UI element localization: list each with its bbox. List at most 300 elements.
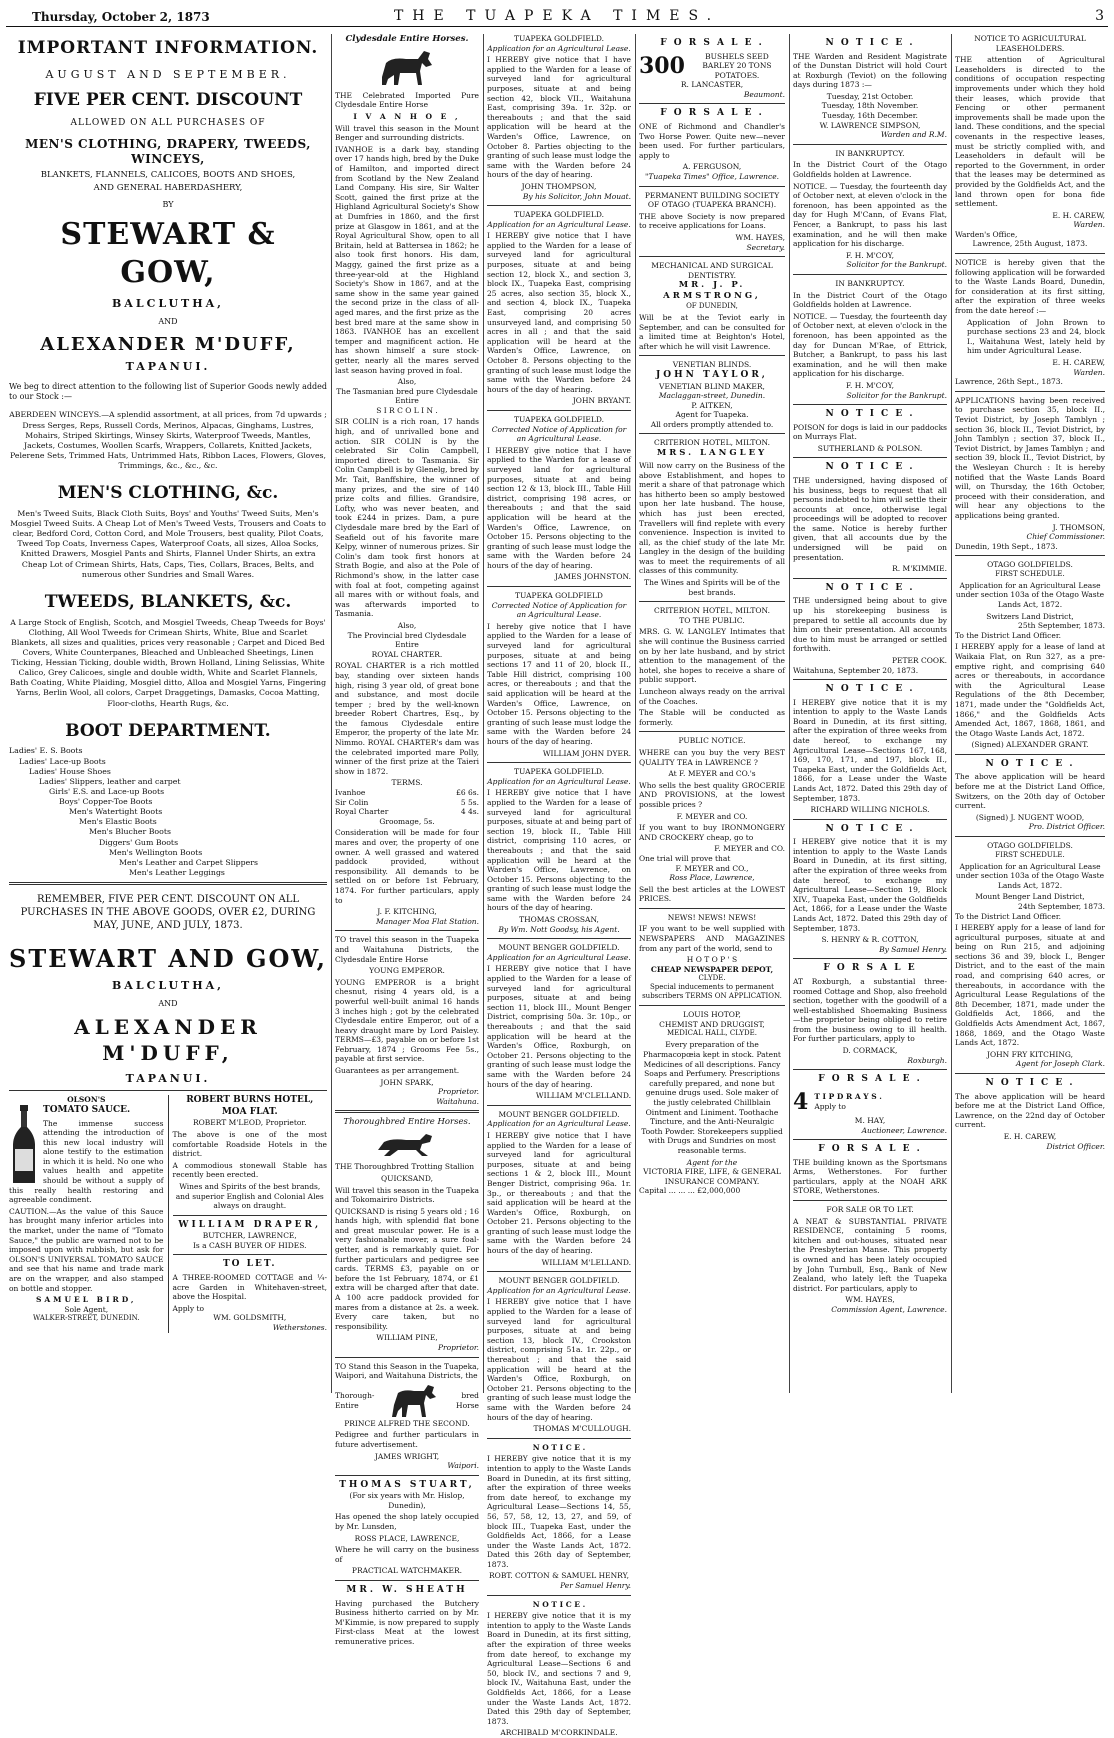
blinds-head: VENETIAN BLINDS. (672, 360, 752, 370)
tamblyn-notice-title: Chief Commissioner. (1026, 532, 1105, 542)
wright-name: JAMES WRIGHT, (374, 1451, 440, 1461)
notice-5-body: I HEREBY give notice that it is my intention to apply to the Waste Lands Board in Dunedin, at its first sitting, after the expiration of three weeks from date hereof, to exchange my Agricultural Lease—Sections 167, 168, 169, 170, 171, and 197, block II., Tuapeka East, under the Goldfields Act, 1866, for a Lease under the Waste Lands Act, 1872. Dated this 29th day of September, 1873. (793, 697, 947, 803)
issue-date: Thursday, October 2, 1873 (32, 10, 210, 24)
boot-item: Men's Blucher Boots (89, 827, 171, 837)
notice-1-date: Tuesday, 21st October. (826, 91, 914, 101)
victoria-name: VICTORIA FIRE, LIFE, & GENERAL INSURANCE COMPANY. (643, 1167, 781, 1186)
column-1 (6, 34, 330, 1393)
blinds-name: JOHN TAYLOR, (656, 369, 768, 380)
notice-1-body: THE Warden and Resident Magistrate of the Dunstan District will hold Court at Roxburgh (Teviot) on the following days during 1873 :— (793, 51, 947, 90)
notice-head: TUAPEKA GOLDFIELD. (513, 210, 604, 220)
notice-body: I HEREBY give notice that I have applied to the Warden for a lease of surveyed land for agricultural purposes, situate at and being section 12 & 13, block III., Table Hill district, comprising 198 acres, or thereabouts ; and that the said application will be heard at the Warden's Office, Lawrence, on October 15. Persons objecting to the granting of such lease must lodge the same with the Warden before 24 hours of the day of hearing. (487, 445, 631, 570)
ivanhoe-travel: Will travel this season in the Mount Benger and surrounding districts. (335, 123, 479, 143)
sheath-head: MR. W. SHEATH (346, 1585, 468, 1596)
sale-b-apply: Apply to (814, 1101, 846, 1111)
quicksand-intro: THE Thoroughbred Trotting Stallion (335, 1162, 475, 1172)
alfred-left-1: Thorough- (335, 1391, 375, 1401)
notice-head: TUAPEKA GOLDFIELD (515, 591, 603, 601)
olson-head: OLSON'S (67, 1095, 106, 1105)
newspaper-title: THE TUAPEKA TIMES. (393, 8, 721, 24)
boot-item: Men's Elastic Boots (79, 817, 157, 827)
otago-2-notice-head: N O T I C E . (985, 1078, 1075, 1089)
notice-sign: JOHN THOMPSON, (521, 181, 597, 191)
sale-2-office: "Tuapeka Times" Office, Lawrence. (644, 171, 780, 181)
boot-item: Ladies' E. S. Boots (9, 746, 83, 756)
notice (487, 943, 631, 1106)
notice-body: I hereby give notice that I have applied to the Warden for a lease of surveyed land for agricultural purposes, situate at and being sections 17 and 11 of 20, block II., Table Hill district, comprising 100 acres, or thereabouts ; and that the said application will be heard at the Warden's Office, Lawrence, on October 15. Persons objecting to the granting of such lease must lodge the same with the Warden before 24 hours of the day of hearing. (487, 621, 631, 746)
bankruptcy-1-body: NOTICE. — Tuesday, the fourteenth day of October next, at eleven o'clock in the forenoon, has been appointed as the day for Hugh M'Cann, of Evans Flat, Fencer, a Bankrupt, to pass his last examination, and he will then make application for his discharge. (793, 181, 947, 249)
tolet-head: TO LET. (222, 1259, 277, 1270)
otago-1-to: To the District Land Officer. (955, 630, 1061, 640)
blinds-agent: P. AITKEN, (691, 400, 733, 410)
notice (487, 1443, 631, 1596)
meyer-1: At F. MEYER and CO.'s (668, 769, 756, 779)
public-head: TO THE PUBLIC. (679, 615, 745, 625)
sale-a-name: D. CORMACK, (842, 1046, 898, 1056)
notice (487, 1600, 631, 1738)
ad-by: BY (162, 199, 174, 209)
bankruptcy-1-name: F. H. M'COY, (845, 250, 895, 260)
terms-horse: Sir Colin (335, 797, 369, 807)
notice-1-date: Tuesday, 18th November. (821, 101, 919, 111)
spark-place: Waitahuna. (436, 1096, 479, 1106)
notice-body: I HEREBY give notice that it is my intention to apply to the Waste Lands Board in Dunedin, at its first sitting, after the expiration of three weeks from date hereof, to exchange my Agricultural Lease—Sections 14, 55, 56, 57, 58, 12, 13, 27, and 59, of block III., Tuapeka East, under the Goldfields Act, 1866, for a Lease under the Waste Lands Act, 1872. Dated this 26th day of September, 1873. (487, 1454, 631, 1569)
blinds-address: Maclaggan-street, Dunedin. (658, 391, 766, 401)
chemist-body: Every preparation of the Pharmacopœia kept in stock. Patent Medicines of all descriptions. Fancy Soaps and Perfumery. Prescriptions carefully prepared, and none but genuine drugs used. Sole maker of the justly celebrated Chillblain Ointment and Liniment. Toothache Tincture, and the Anti-Neuralgic Tooth Powder. Storekeepers supplied with Drugs and Sundries on most reasonable terms. (641, 1040, 783, 1155)
notice-sign-2: By his Solicitor, John Mouat. (522, 191, 631, 201)
boot-item: Ladies' House Shoes (29, 766, 111, 776)
otago-1-date: 25th September, 1873. (1018, 621, 1105, 631)
victoria-capital: Capital ... ... ... £2,000,000 (639, 1186, 741, 1196)
firm-name-4: ALEXANDER M'DUFF, (74, 1015, 262, 1065)
lease-notice-head: NOTICE TO AGRICULTURAL LEASEHOLDERS. (974, 34, 1086, 53)
otago-1-schedule: FIRST SCHEDULE. (995, 569, 1065, 578)
terms-fee: 5 5s. (460, 797, 479, 807)
boot-item: Ladies' Lace-up Boots (19, 756, 106, 766)
notice (487, 767, 631, 939)
sale-2-body: ONE of Richmond and Chandler's Two Horse Power. Quite new—never been used. For further particulars, apply to (639, 122, 785, 160)
meyer-4: F. MEYER and CO., (675, 863, 749, 873)
brown-notice-app: Application of John Brown to purchase sections 23 and 24, block I., Waitahuna West, lately held by him under Agricultural Lease. (967, 317, 1105, 356)
firm-place-2: TAPANUI. (125, 359, 211, 373)
stuart-address: ROSS PLACE, LAWRENCE, (354, 1533, 460, 1543)
tamblyn-notice-name: J. THOMSON, (1052, 522, 1105, 532)
notice-head: TUAPEKA GOLDFIELD. (513, 414, 604, 424)
terms-fee: £6 6s. (456, 788, 479, 798)
otago-2-schedule: FIRST SCHEDULE. (995, 850, 1065, 859)
bankruptcy-2-head: IN BANKRUPTCY. (835, 278, 905, 288)
blinds-trade: VENETIAN BLIND MAKER, (659, 381, 765, 391)
ad-allowed: ALLOWED ON ALL PURCHASES OF (70, 117, 266, 128)
colin-name: S I R C O L I N . (376, 405, 438, 415)
notice-sub: Application for an Agricultural Lease. (487, 43, 631, 53)
robert-wines: Wines and Spirits of the best brands, and superior English and Colonial Ales always on draught. (175, 1181, 324, 1211)
chemist-name: LOUIS HOTOP, (683, 1010, 741, 1020)
mens-clothing-heading: MEN'S CLOTHING, &c. (57, 483, 279, 504)
quicksand-body: QUICKSAND is rising 5 years old ; 16 hands high, with splendid flat bone and great muscular power. He is a very fashionable mover, a sure foal-getter, and is remarkably quiet. For further particulars and pedigree see cards. TERMS £3, payable on or before the 1st February, 1874, or £1 extra will be charged after that date. A 100 acre paddock provided for mares from a distance at 2s. a week. Every care taken, but no responsibility. (335, 1206, 479, 1331)
dentist-name: MR. J. P. ARMSTRONG, (663, 280, 761, 302)
sale-d-name: WM. HAYES, (845, 1295, 895, 1305)
meyer-sell: Sell the best articles at the LOWEST PRICES. (639, 884, 785, 904)
otago-2-name: JOHN FRY KITCHING, (986, 1049, 1074, 1059)
olson-agent: Sole Agent, (64, 1304, 109, 1314)
notice-4-body: THE undersigned being about to give up his storekeeping business is prepared to settle all accounts due by him on their presentation. All accounts due to him must be arranged or settled forthwith. (793, 596, 947, 654)
firm-place-3: BALCLUTHA, (112, 978, 224, 992)
ad-goods-3: AND GENERAL HABERDASHERY, (93, 182, 243, 193)
emperor-name: YOUNG EMPEROR. (369, 966, 445, 976)
lease-notice-body: THE attention of Agricultural Leaseholders is directed to the conditions of occupation respecting improvements under which they hold their leases, which provide that Fencing or other permanent improvements shall be made upon the land. These conditions, and the special covenants in the respective leases, must be strictly complied with, and Leaseholders in default will be reported to the Government, in order that the leases may be determined as provided by the Goldfields Act, and the land thrown open for bona fide settlement. (955, 55, 1105, 209)
draper-body: Is a CASH BUYER OF HIDES. (192, 1240, 307, 1250)
stuart-body: Has opened the shop lately occupied by Mr. Lunsden, (335, 1512, 479, 1532)
charter-intro: The Provincial bred Clydesdale Entire (347, 630, 467, 650)
lease-notice-title: Warden. (1073, 220, 1105, 230)
notice-4-head: N O T I C E . (825, 582, 915, 593)
pine-title: Proprietor. (437, 1343, 479, 1352)
ad-and: AND (158, 316, 178, 326)
wright-place: Waipori. (447, 1461, 479, 1471)
notice-1-title: Warden and R.M. (880, 130, 947, 140)
otago-1-notice-head: N O T I C E . (985, 758, 1075, 769)
sale-1-place: Beaumont. (743, 89, 785, 99)
otago-1-notice-body: The above application will be heard before me at the District Land Office, Switzers, on the 20th day of October current. (955, 772, 1105, 811)
sale-2-name: A. FERGUSON, (682, 162, 742, 172)
news-name: H O T O P ' S (686, 955, 738, 965)
chemist-trade: CHEMIST AND DRUGGIST, (659, 1019, 765, 1029)
consideration: Consideration will be made for four mares and over, the property of one owner. A well grassed and watered paddock provided, without responsibility. All demands to be settled on or before 1st February, 1874. For further particulars, apply to (335, 828, 479, 905)
chemist-address: MEDICAL HALL, CLYDE. (667, 1029, 757, 1038)
terms-table (335, 788, 479, 817)
otago-2-agent: Agent for Joseph Clark. (1015, 1059, 1105, 1069)
olson-caution: CAUTION.—As the value of this Sauce has brought many inferior articles into the market, under the name of "Tomato Sauce," the public are warned not to be imposed upon with rubbish, but ask for OLSON'S UNIVERSAL TOMATO SAUCE and see that his name and trade mark are on the wrapper, and also stamped on bottle and stopper. (9, 1206, 164, 1293)
olson-title: TOMATO SAUCE. (43, 1104, 131, 1115)
notice-sub: Corrected Notice of Application for an Agricultural Lease. (491, 600, 627, 620)
otago-1-signed: (Signed) ALEXANDER GRANT. (971, 740, 1089, 750)
news-body: IF you want to be well supplied with NEWSPAPERS AND MAGAZINES from any part of the world, send to (639, 924, 785, 953)
horse-icon (372, 49, 442, 87)
stuart-trade: PRACTICAL WATCHMAKER. (351, 1566, 463, 1576)
notice-sign: THOMAS M'CULLOUGH. (533, 1424, 631, 1434)
notice-sign: WILLIAM M'CLELLAND. (535, 1091, 631, 1101)
terms-row (335, 788, 479, 798)
alfred-left-text (335, 1391, 374, 1410)
notice (487, 591, 631, 763)
column-4 (636, 34, 788, 1393)
bankruptcy-2-name: F. H. M'COY, (845, 380, 895, 390)
also-1: Also, (397, 377, 417, 387)
news-place: CLYDE. (698, 974, 726, 983)
notice-sign: ARCHIBALD M'CORKINDALE. (500, 1728, 618, 1738)
notice-5-name: RICHARD WILLING NICHOLS. (810, 805, 930, 815)
groomage: Groomage, 5s. (379, 816, 435, 826)
notice-sub: Application for an Agricultural Lease. (487, 219, 631, 229)
column-6 (952, 34, 1108, 1393)
bankruptcy-1-title: Solicitor for the Bankrupt. (846, 260, 947, 270)
firm-name: STEWART & GOW, (60, 216, 276, 291)
sale-b-number: 4 (793, 1088, 809, 1115)
olson-address: WALKER-STREET, DUNEDIN. (32, 1314, 140, 1323)
robert-prop: ROBERT M'LEOD, Proprietor. (192, 1118, 307, 1128)
otago-2-notice-body: The above application will be heard before me at the District Land Office, Lawrence, on the 22nd day of October current. (955, 1091, 1105, 1130)
charter-name: ROYAL CHARTER. (371, 649, 443, 659)
meyer-body: Who sells the best quality GROCERIE AND PROVISIONS, at the lowest possible prices ? (639, 780, 785, 809)
tamblyn-notice-date: Dunedin, 19th Sept., 1873. (955, 541, 1058, 551)
notice-head: MOUNT BENGER GOLDFIELD. (498, 1109, 620, 1119)
thoroughbred-heading: Thoroughbred Entire Horses. (343, 1117, 471, 1128)
bankruptcy-1-sub: In the District Court of the Otago Goldfields holden at Lawrence. (793, 160, 947, 180)
criterion-2-head: CRITERION HOTEL, MILTON. (653, 606, 771, 616)
notice-4-date: Waitahuna, September 20, 1873. (793, 665, 919, 675)
otago-1-notice-title: Pro. District Officer. (1028, 822, 1105, 832)
robert-head: ROBERT BURNS HOTEL, MOA FLAT. (186, 1095, 314, 1117)
quicksand-name: QUICKSAND, (380, 1173, 434, 1183)
sale-c-head: F O R S A L E . (818, 1144, 922, 1155)
remember-text: REMEMBER, FIVE PER CENT. DISCOUNT ON ALL PURCHASES IN THE ABOVE GOODS, OVER £2, DURING MAY, JUNE, AND JULY, 1873. (20, 894, 316, 932)
brown-notice-title: Warden. (1073, 367, 1105, 377)
sheath-body: Having purchased the Butchery Business hitherto carried on by Mr. M'Kimmie, is now prepared to supply First-class Meat at the lowest remunerative prices. (335, 1598, 479, 1646)
tolet-name: WM. GOLDSMITH, (213, 1313, 287, 1323)
robert-body: The above is one of the most comfortable Roadside Hotels in the district. (172, 1130, 327, 1159)
notice-sub: Application for an Agricultural Lease. (487, 1285, 631, 1295)
boot-item: Men's Leather and Carpet Slippers (119, 857, 259, 867)
sale-b-head: F O R S A L E . (818, 1074, 922, 1085)
tweeds-heading: TWEEDS, BLANKETS, &c. (44, 591, 292, 612)
notice-body: I HEREBY give notice that I have applied to the Warden for a lease of surveyed land for agricultural purposes, situate at and being section 13, block IV., Crookston district, comprising 51a. 1r. 22p., or thereabout ; and that the said application will be heard at the Warden's Office, Roxburgh, on October 21. Persons objecting to the granting of such lease must lodge the same with the Warden before 24 hours of the day of hearing. (487, 1297, 631, 1422)
sale-1-number: 300 (639, 52, 685, 79)
firm-name-2: ALEXANDER M'DUFF, (40, 333, 296, 355)
notice-1-date: Tuesday, 16th December. (822, 111, 918, 121)
pine-name: WILLIAM PINE, (376, 1333, 438, 1343)
sale-a-head: F O R S A L E (823, 963, 917, 974)
notice-2-head: N O T I C E . (825, 409, 915, 420)
otago-2-body: I HEREBY apply for a lease of land for agricultural purposes, situate at and being on Run 215, and adjoining sections 36 and 39, block I., Benger District, and to the east of the main road, and comprising 640 acres, or thereabouts, in accordance with the Agricultural Lease Regulations of the 8th December, 1871, made under the Goldfields Act, 1866, and the Goldfields Acts Amendment Act, 1867, 1868, 1869, and the Otago Waste Lands Act, 1872. (955, 923, 1105, 1048)
column-5 (790, 34, 950, 1393)
notice-1-name: W. LAWRENCE SIMPSON, (819, 120, 921, 130)
criterion-head: CRITERION HOTEL, MILTON. (653, 438, 771, 448)
notice-body: I HEREBY give notice that I have applied to the Warden for a lease of surveyed land for agricultural purposes, situate at and being part of section 19, block II., Table Hill district, comprising 110 acres, or thereabouts ; and that the said application will be heard at the Warden's Office, Lawrence, on October 15. Persons objecting to the granting of such lease must lodge the same with the Warden before 24 hours of the day of hearing. (487, 788, 631, 913)
notice (487, 1110, 631, 1273)
meyer-iron: If you want to buy IRONMONGERY AND CROCKERY cheap, go to (639, 823, 785, 842)
sale-1-row (639, 52, 785, 81)
colin-body: SIR COLIN is a rich roan, 17 hands high, and of unrivalled bone and action. SIR COLIN is by the celebrated Sir Colin Campbell, imported direct to Tasmania. Sir Colin Campbell is by Glenelg, bred by Mr. Tait, Banffshire, the winner of many prizes, and the sire of 140 prize colts and fillies. Grandsire, Lofty, who was never beaten, and took £244 in prizes. Dam, a pure Clydesdale mare bred by the Earl of Seafield out of his favorite mare Kelpy, winner of numerous prizes. Sir Colin's dam took first honors at Strath Bogie, and also at the Pole of Richmond's show, in the latter case with foal at foot, competing against all mares with or without foals, and was afterwards imported to Tasmania. (335, 417, 479, 619)
boot-item: Diggers' Gum Boots (99, 837, 179, 847)
otago-1-head: OTAGO GOLDFIELDS. (987, 560, 1073, 570)
lease-notice-office: Warden's Office, (955, 229, 1018, 239)
alfred-body: Pedigree and further particulars in future advertisement. (335, 1430, 479, 1449)
mens-clothing-text: Men's Tweed Suits, Black Cloth Suits, Boys' and Youths' Tweed Suits, Men's Mosgiel Tweed Suits. A Cheap Lot of Men's Tweed Vests, Trousers and Coats to clear, Bedford Cord, Cotton Cord, and Mole Trousers, best quality, Pilot Coats, Tweed Top Coats, Inverness Capes, Waterproof Coats, all sizes, Alloa Socks, Knitted Drawers, Mosgiel Pants and Shirts, Flannel Under Shirts, an extra Cheap Lot of Crimean Shirts, Hats, Caps, Ties, Collars, Braces, Belts, and numerous other Sundries and Small Wares. (10, 508, 326, 579)
notice-sign: JOHN BRYANT. (572, 396, 631, 406)
terms-horse: Royal Charter (335, 807, 389, 817)
kitching-title: Manager Moa Flat Station. (376, 916, 479, 926)
notice-head: N O T I C E . (532, 1442, 586, 1452)
sale-b-row (793, 1088, 947, 1116)
stuart-head: THOMAS STUART, (339, 1479, 475, 1490)
emperor-guarantee: Guarantees as per arrangement. (335, 1066, 460, 1076)
right-ads (168, 1095, 328, 1332)
horses-heading: Clydesdale Entire Horses. (345, 34, 469, 44)
otago-2-notice-title: District Officer. (1046, 1141, 1105, 1151)
terms-fee: 4 4s. (460, 807, 479, 817)
tolet-place: Wetherstones. (272, 1322, 327, 1332)
ivanhoe-name: I V A N H O E , (353, 112, 461, 122)
sale-b-body: T I P D R A Y S . (814, 1092, 882, 1102)
building-name: WM. HAYES, (735, 232, 785, 242)
notice-2-body: POISON for dogs is laid in our paddocks on Murrays Flat. (793, 422, 947, 442)
tweeds-text: A Large Stock of English, Scotch, and Mosgiel Tweeds, Cheap Tweeds for Boys' Clothing, All Wool Tweeds for Crimean Shirts, White, Blue and Scarlet Blankets, all sizes and qualities, prices very reasonable ; Carpet and Diced Bed Covers, White Counterpanes, Bleached and Unbleached Sheetings, Linen Ticking, Hessian Ticking, double width, Brown Holland, Lining Selissias, White Calico, Grey Calicoes, single and double width, White and Scarlet Flannels, Bath Coating, White Plaiding, Mosgiel ditto, Alloa and Mosgiel Yarns, Fingering Yarns, Berlin Wool, all colors, Carpet Draggetings, Damasks, Cocoa Matting, Floor-cloths, Hearth Rugs, &c. (9, 617, 327, 708)
terms-row (335, 807, 479, 817)
ad-intro: We beg to direct attention to the following list of Superior Goods newly added to our Stock :— (9, 382, 327, 402)
victoria-agent: Agent for the (686, 1157, 738, 1167)
alfred-right-text (456, 1391, 479, 1410)
notice-6-by: By Samuel Henry. (879, 944, 947, 954)
notice-sign: ROBT. COTTON & SAMUEL HENRY, (489, 1571, 629, 1581)
kitching-name: J. F. KITCHING, (377, 907, 437, 917)
brown-notice-body: NOTICE is hereby given that the following application will be forwarded to the Waste Lands Board, Dunedin, for consideration at its first sitting, after the expiration of three weeks from the date hereof :— (955, 258, 1105, 316)
draper-trade: BUTCHER, LAWRENCE, (202, 1231, 297, 1241)
terms-head: TERMS. (391, 778, 423, 788)
dentist-of: OF DUNEDIN, (686, 302, 738, 311)
sale-2-head: F O R S A L E . (660, 108, 764, 119)
alfred-intro: TO Stand this Season in the Tuapeka, Waipori, and Waitahuna Districts, the (335, 1361, 479, 1381)
otago-1-place: Switzers Land District, (986, 611, 1074, 621)
sale-1-name: R. LANCASTER, (680, 80, 744, 90)
notice-head: MOUNT BENGER GOLDFIELD. (498, 1276, 620, 1286)
building-head: PERMANENT BUILDING SOCIETY OF OTAGO (TUAPEKA BRANCH). (644, 190, 780, 210)
ad-goods-1: MEN'S CLOTHING, DRAPERY, TWEEDS, WINCEYS, (25, 137, 311, 167)
notice-3-body: THE undersigned, having disposed of his business, begs to request that all persons indebted to him will settle their accounts at once, otherwise legal proceedings will be adopted to recover the same. Notice is hereby further given, that all accounts due by the undersigned will be paid on presentation. (793, 475, 947, 562)
stuart-carry: Where he will carry on the business of (335, 1545, 479, 1564)
boot-item: Girls' E.S. and Lace-up Boots (49, 786, 165, 796)
news-terms: Special inducements to permanent subscribers TERMS ON APPLICATION. (642, 983, 782, 1001)
column-2 (332, 34, 482, 1646)
sale-a-place: Roxburgh. (907, 1055, 947, 1065)
building-title: Secretary. (746, 242, 785, 252)
luncheon: Luncheon always ready on the arrival of the Coaches. (639, 687, 785, 706)
otago-2-to: To the District Land Officer. (955, 911, 1061, 921)
sale-b-title: Auctioneer, Lawrence. (861, 1125, 947, 1135)
boot-heading: BOOT DEPARTMENT. (65, 720, 271, 741)
boot-item: Ladies' Slippers, leather and carpet (39, 776, 181, 786)
bankruptcy-2-sub: In the District Court of the Otago Goldfields holden at Lawrence. (793, 290, 947, 310)
news-head: NEWS! NEWS! NEWS! (667, 912, 757, 922)
alfred-illustration-row (335, 1383, 479, 1419)
notice-sign-2: Per Samuel Henry. (560, 1581, 631, 1591)
notice-sign: WILLIAM JOHN DYER. (542, 748, 631, 758)
sale-a-body: AT Roxburgh, a substantial three-roomed Cottage and Shop, also freehold section, together with the goodwill of a well-established Shoemaking Business —the proprietor being obliged to retire from the business owing to ill health. For further particulars, apply to (793, 976, 947, 1044)
notice-head: TUAPEKA GOLDFIELD. (513, 34, 604, 43)
column-3 (484, 34, 634, 1738)
sale-d-body: A NEAT & SUBSTANTIAL PRIVATE RESIDENCE, containing 5 rooms, kitchen and out-houses, situated near the Presbyterian Manse. This property is owned and has been lately occupied by John Turnbull, Esq., Bank of New Zealand, who lately left the Tuapeka district. For particulars, apply to (793, 1216, 947, 1293)
tolet-apply: Apply to (172, 1303, 205, 1313)
notice-head: N O T I C E . (532, 1599, 586, 1609)
sale-b-text (814, 1092, 882, 1111)
firm-place: BALCLUTHA, (112, 296, 224, 310)
otago-2-head: OTAGO GOLDFIELDS. (987, 841, 1073, 850)
blinds-agent-for: Agent for Tuapeka. (675, 410, 749, 420)
lease-notice-date: Lawrence, 25th August, 1873. (972, 239, 1088, 249)
sale-b-name: M. HAY, (854, 1115, 886, 1125)
terms-horse: Ivanhoe (335, 788, 366, 798)
ivanhoe-body: IVANHOE is a dark bay, standing over 17 hands high, bred by the Duke of Hamilton, and imported direct from Scotland by the New Zealand Land Company. His sire, Sir Walter Scott, gained the first prize at the Highland Agricultural Society's Show at Dumfries in 1860, and the first prize at Glasgow in 1861, and at the Royal Agricultural Show, open to all Britain, held at Battersea in 1862; he also took first honors. His dam, Maggy, gained the first prize as a three-year-old at the Highland Society's Show in 1867, and at the same show in the same year gained the second prize in the class of all-aged mares, and the first prize as the best bred mare at the same show in 1863. IVANHOE has an excellent temper and magnificent action. He has shown himself a sure stock-getter, nearly all the mares served last season having proved in foal. (335, 144, 479, 375)
colin-intro: The Tasmanian bred pure Clydesdale Entire (336, 386, 478, 406)
criterion-body: Will now carry on the Business of the above Establishment, and hopes to merit a share of that patronage which has hitherto been so amply bestowed upon her late husband. The house, which has just been erected, Travellers will find replete with every convenience. Inspection is invited to all, as the chief study of the late Mr. Langley in the design of the building was to meet the requirements of all classes of this community. (639, 460, 785, 576)
alfred-name: PRINCE ALFRED THE SECOND. (344, 1418, 470, 1428)
spark-title: Proprietor. (437, 1087, 479, 1097)
olson-sign: SAMUEL BIRD, (35, 1295, 137, 1305)
notice (487, 210, 631, 411)
sale-d-title: Commission Agent, Lawrence. (831, 1304, 947, 1314)
notice-sign: WILLIAM M'LELLAND. (541, 1257, 631, 1267)
sale-d-head: FOR SALE OR TO LET. (826, 1205, 914, 1215)
blinds-orders: All orders promptly attended to. (650, 419, 774, 429)
notice-body: I HEREBY give notice that I have applied to the Warden for a lease of surveyed land for agricultural purposes, situate at and being sections 1 & 2, block III., Mount Benger District, comprising 96a. 1r. 3p., or thereabouts ; and that the said application will be heard at the Warden's Office, Roxburgh, on October 21. Persons objecting to the granting of such lease must lodge the same with the Warden before 24 hours of the day of hearing. (487, 1130, 631, 1256)
sale-1-body: BUSHELS SEED BARLEY 20 TONS POTATOES. (702, 51, 772, 80)
alfred-right-2: Horse (456, 1400, 479, 1410)
charter-body: ROYAL CHARTER is a rich mottled bay, standing over sixteen hands high, rising 3 year old, of great bone and substance, and most docile temper ; bred by the well-known breeder Robert Chartres, Esq., by the famous Clydesdale entire Emperor, the property of the late Mr. Nimmo. ROYAL CHARTER's dam was the celebrated imported mare Polly, winner of the first prize at the Taieri show in 1872. (335, 661, 479, 776)
horse-icon (390, 1383, 440, 1419)
boot-item: Men's Watertight Boots (69, 807, 163, 817)
firm-place-4: TAPANUI. (125, 1072, 211, 1086)
boot-item: Boys' Copper-Toe Boots (59, 797, 153, 807)
ad-goods-2: BLANKETS, FLANNELS, CALICOES, BOOTS AND SHOES, (40, 169, 296, 180)
terms-row (335, 798, 479, 808)
notice-sub: Application for an Agricultural Lease. (487, 776, 631, 786)
notice (487, 415, 631, 587)
meyer-3: F. MEYER and CO. (714, 844, 785, 854)
notice-head: TUAPEKA GOLDFIELD. (513, 767, 604, 777)
emperor-intro: TO travel this season in the Tuapeka and Waitahuna Districts, the Clydesdale Entire Horse (335, 935, 479, 964)
robert-stable: A commodious stonewall Stable has recently been erected. (172, 1160, 327, 1180)
sauce-bottle-icon (9, 1105, 39, 1185)
otago-2-date: 24th September, 1873. (1018, 901, 1105, 911)
meyer-2: F. MEYER and CO. (676, 811, 748, 821)
spark-name: JOHN SPARK, (380, 1077, 434, 1087)
public-notice-body: WHERE can you buy the very BEST QUALITY TEA in LAWRENCE ? (639, 747, 785, 767)
boot-list (9, 746, 327, 878)
notice-body: I HEREBY give notice that I have applied to the Warden for a lease of surveyed land for agricultural purposes, situate at and being section 11, block III., Mount Benger District, comprising 50a. 3r. 10p., or thereabouts ; and that the said application will be heard at the Warden's Office, Roxburgh, on October 21. Persons objecting to the granting of such lease must lodge the same with the Warden before 24 hours of the day of hearing. (487, 964, 631, 1089)
ivanhoe-intro: THE Celebrated Imported Pure Clydesdale Entire Horse (335, 90, 479, 110)
firm-name-3: STEWART AND GOW, (9, 944, 327, 974)
alfred-left-2: Entire (335, 1400, 359, 1410)
bankruptcy-2-title: Solicitor for the Bankrupt. (846, 390, 947, 400)
notice-2-name: SUTHERLAND & POLSON. (817, 443, 923, 453)
notice-body: I HEREBY give notice that I have applied to the Warden for a lease of surveyed land for agricultural purposes, situate at and being section 42, block VII., Waitahuna East, comprising 39a. 1r. 32p. or thereabouts ; and that the said application will be heard at the Warden's Office, Lawrence, on October 8. Parties objecting to the granting of such lease must lodge the same with the Warden before 24 hours of the day of hearing. (487, 55, 631, 180)
tamblyn-notice-body: APPLICATIONS having been received to purchase section 35, block II., Teviot District, by Joseph Tamblyn ; section 36, block II., Teviot District, by John Tamblyn ; section 37, block II., Teviot District, by James Tamblyn ; and section 39, block II., Teviot District, by the Wesleyan Church : It is hereby notified that the Waste Lands Board will, on Thursday, the 16th October, proceed with their consideration, and will hear any objections to the applications being granted. (955, 395, 1105, 520)
draper-head: WILLIAM DRAPER, (178, 1219, 322, 1230)
quicksand-travel: Will travel this season in the Tuapeka and Tokomairiro Districts. (335, 1185, 479, 1205)
notice-sign: THOMAS CROSSAN, (519, 915, 599, 925)
notice-head: MOUNT BENGER GOLDFIELD. (498, 943, 620, 953)
otago-2-place: Mount Benger Land District, (975, 892, 1085, 902)
notice-3-head: N O T I C E . (825, 462, 915, 473)
notice-body: I HEREBY give notice that it is my intention to apply to the Waste Lands Board in Dunedin, at its first sitting, after the expiration of three weeks from date hereof, to exchange my Agricultural Lease—Sections 6 and 50, block IV., and sections 7 and 9, block IV., Waitahuna East, under the Goldfields Act, 1866, for a Lease under the Waste Lands Act, 1872. Dated this 29th day of September, 1873. (487, 1611, 631, 1726)
notice (487, 1276, 631, 1439)
dentist-head: MECHANICAL AND SURGICAL DENTISTRY. (651, 261, 773, 280)
tolet-body: A THREE-ROOMED COTTAGE and ¼-acre Garden in Whitehaven-street, above the Hospital. (172, 1272, 327, 1302)
ad-and-2: AND (158, 998, 178, 1008)
trotting-horse-icon (372, 1132, 442, 1158)
building-body: THE above Society is now prepared to receive applications for Loans. (639, 211, 785, 231)
boot-item: Men's Leather Leggings (129, 867, 225, 877)
bankruptcy-1-head: IN BANKRUPTCY. (835, 148, 905, 158)
notice-3-name: R. M'KIMMIE. (892, 564, 947, 574)
notice-1-head: N O T I C E . (825, 38, 915, 48)
meyer-address: Ross Place, Lawrence, (669, 873, 755, 883)
ad-headline: IMPORTANT INFORMATION. (17, 38, 319, 58)
notice-6-name: S. HENRY & R. COTTON, (821, 935, 919, 945)
notice-sign: JAMES JOHNSTON. (554, 572, 631, 582)
stuart-sub: (For six years with Mr. Hislop, Dunedin), (349, 1491, 465, 1510)
public-notice-head: PUBLIC NOTICE. (678, 736, 746, 746)
